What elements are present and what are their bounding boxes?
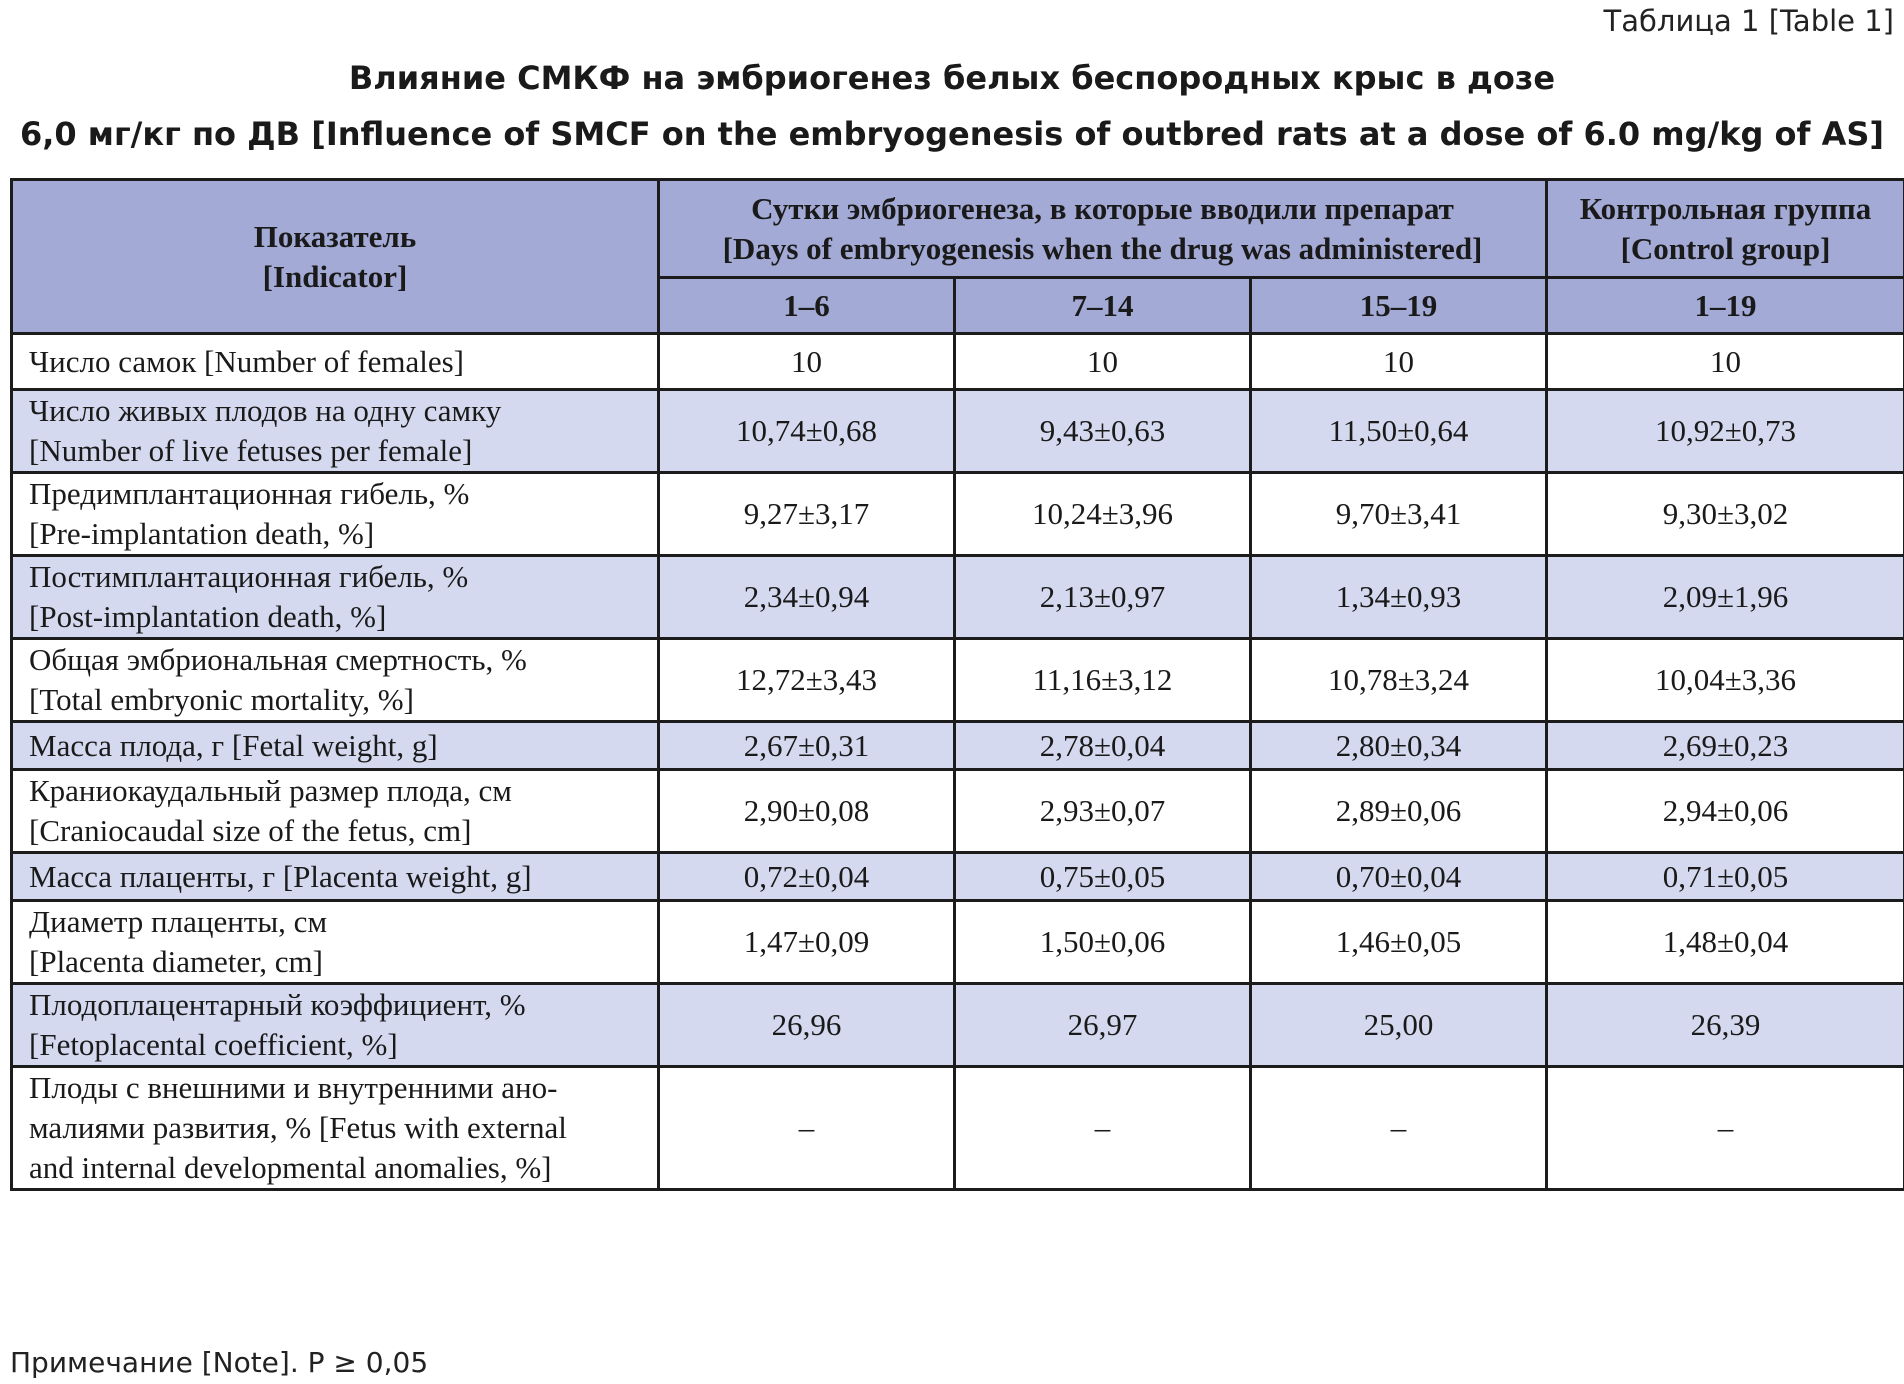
table-row — [12, 639, 1904, 722]
table-title-line-2: 6,0 мг/кг по ДВ [Influence of SMCF on the embryogenesis of outbred rats at a dose of 6.0 mg/kg of AS] — [19, 115, 1885, 153]
table-row — [12, 334, 1904, 390]
table-row — [12, 390, 1904, 473]
results-table — [10, 178, 1904, 1191]
value-cell: 9,43±0,63 — [955, 390, 1251, 473]
table-body — [12, 334, 1904, 1190]
value-cell: 25,00 — [1251, 984, 1547, 1067]
value-cell: 10 — [955, 334, 1251, 390]
value-cell: – — [1251, 1067, 1547, 1190]
indicator-cell — [12, 556, 659, 639]
value-cell: 2,09±1,96 — [1547, 556, 1904, 639]
table-row — [12, 473, 1904, 556]
value-cell: 2,80±0,34 — [1251, 722, 1547, 770]
indicator-cell — [12, 390, 659, 473]
value-cell: 1,48±0,04 — [1547, 901, 1904, 984]
indicator-label-line: [Number of live fetuses per female] — [29, 433, 473, 468]
value-cell: 10,74±0,68 — [659, 390, 955, 473]
indicator-header-ru: Показатель — [253, 218, 417, 254]
value-cell: 11,50±0,64 — [1251, 390, 1547, 473]
value-cell: 11,16±3,12 — [955, 639, 1251, 722]
table-title-line-1: Влияние СМКФ на эмбриогенез белых беспородных крыс в дозе — [348, 59, 1556, 97]
indicator-label-line: Краниокаудальный размер плода, см — [29, 773, 512, 808]
value-cell: 0,72±0,04 — [659, 853, 955, 901]
indicator-label-line: Число самок [Number of females] — [29, 343, 464, 379]
value-cell: 1,50±0,06 — [955, 901, 1251, 984]
indicator-cell — [12, 901, 659, 984]
indicator-label-line: [Placenta diameter, cm] — [29, 944, 323, 979]
days-header — [659, 180, 1547, 278]
value-cell: 2,13±0,97 — [955, 556, 1251, 639]
indicator-cell — [12, 984, 659, 1067]
value-cell: 2,69±0,23 — [1547, 722, 1904, 770]
value-cell: 26,96 — [659, 984, 955, 1067]
value-cell: 10,78±3,24 — [1251, 639, 1547, 722]
value-cell: 0,75±0,05 — [955, 853, 1251, 901]
value-cell: 2,67±0,31 — [659, 722, 955, 770]
table-row — [12, 770, 1904, 853]
table-note: Примечание [Note]. P ≥ 0,05 — [10, 1346, 429, 1379]
value-cell: 2,94±0,06 — [1547, 770, 1904, 853]
table-row — [12, 853, 1904, 901]
indicator-label-line: Постимплантационная гибель, % — [29, 559, 469, 594]
table-row — [12, 722, 1904, 770]
indicator-header-en: [Indicator] — [262, 258, 408, 294]
indicator-label-line: Число живых плодов на одну самку — [29, 393, 502, 428]
indicator-cell — [12, 853, 659, 901]
indicator-label-line: Плоды с внешними и внутренними ано- — [29, 1070, 558, 1105]
indicator-label-line: [Post-implantation death, %] — [29, 599, 387, 634]
value-cell: 1,47±0,09 — [659, 901, 955, 984]
indicator-label-line: Масса плаценты, г [Placenta weight, g] — [29, 858, 532, 894]
indicator-cell — [12, 334, 659, 390]
days-header-en: [Days of embryogenesis when the drug was administered] — [722, 230, 1483, 266]
value-cell: 1,46±0,05 — [1251, 901, 1547, 984]
table-number: Таблица 1 [Table 1] — [1603, 4, 1894, 38]
indicator-label-line: [Fetoplacental coefficient, %] — [29, 1027, 398, 1062]
value-cell: 10,24±3,96 — [955, 473, 1251, 556]
indicator-label-line: Плодоплацентарный коэффициент, % — [29, 987, 526, 1022]
value-cell: 2,93±0,07 — [955, 770, 1251, 853]
value-cell: 0,70±0,04 — [1251, 853, 1547, 901]
indicator-label-line: Масса плода, г [Fetal weight, g] — [29, 727, 438, 763]
indicator-label-line: малиями развития, % [Fetus with external — [29, 1110, 567, 1145]
indicator-label-line: [Craniocaudal size of the fetus, cm] — [29, 813, 472, 848]
value-cell: 10 — [659, 334, 955, 390]
indicator-label-line: [Total embryonic mortality, %] — [29, 682, 414, 717]
indicator-label-line: Общая эмбриональная смертность, % — [29, 642, 527, 677]
value-cell: – — [1547, 1067, 1904, 1190]
indicator-label-line: and internal developmental anomalies, %] — [29, 1150, 552, 1185]
indicator-cell — [12, 770, 659, 853]
value-cell: 2,90±0,08 — [659, 770, 955, 853]
value-cell: 10 — [1251, 334, 1547, 390]
period-header: 15–19 — [1251, 278, 1547, 334]
value-cell: 10,04±3,36 — [1547, 639, 1904, 722]
table-row — [12, 1067, 1904, 1190]
indicator-cell — [12, 639, 659, 722]
value-cell: 9,70±3,41 — [1251, 473, 1547, 556]
value-cell: – — [955, 1067, 1251, 1190]
value-cell: 12,72±3,43 — [659, 639, 955, 722]
value-cell: 10 — [1547, 334, 1904, 390]
indicator-cell — [12, 473, 659, 556]
value-cell: 9,27±3,17 — [659, 473, 955, 556]
table-row — [12, 901, 1904, 984]
value-cell: 9,30±3,02 — [1547, 473, 1904, 556]
indicator-label-line: [Pre-implantation death, %] — [29, 516, 375, 551]
period-header: 1–6 — [659, 278, 955, 334]
control-header — [1547, 180, 1904, 278]
value-cell: 2,34±0,94 — [659, 556, 955, 639]
control-header-ru: Контрольная группа — [1579, 190, 1872, 226]
table-row — [12, 984, 1904, 1067]
value-cell: 2,89±0,06 — [1251, 770, 1547, 853]
control-header-en: [Control group] — [1620, 230, 1831, 266]
indicator-cell — [12, 1067, 659, 1190]
indicator-label-line: Предимплантационная гибель, % — [29, 476, 470, 511]
value-cell: 26,39 — [1547, 984, 1904, 1067]
value-cell: 10,92±0,73 — [1547, 390, 1904, 473]
days-header-ru: Сутки эмбриогенеза, в которые вводили препарат — [751, 190, 1454, 226]
value-cell: 0,71±0,05 — [1547, 853, 1904, 901]
table-row — [12, 556, 1904, 639]
indicator-header — [12, 180, 659, 334]
period-header: 1–19 — [1547, 278, 1904, 334]
value-cell: 26,97 — [955, 984, 1251, 1067]
indicator-cell — [12, 722, 659, 770]
value-cell: – — [659, 1067, 955, 1190]
value-cell: 1,34±0,93 — [1251, 556, 1547, 639]
value-cell: 2,78±0,04 — [955, 722, 1251, 770]
period-header: 7–14 — [955, 278, 1251, 334]
indicator-label-line: Диаметр плаценты, см — [29, 904, 328, 939]
